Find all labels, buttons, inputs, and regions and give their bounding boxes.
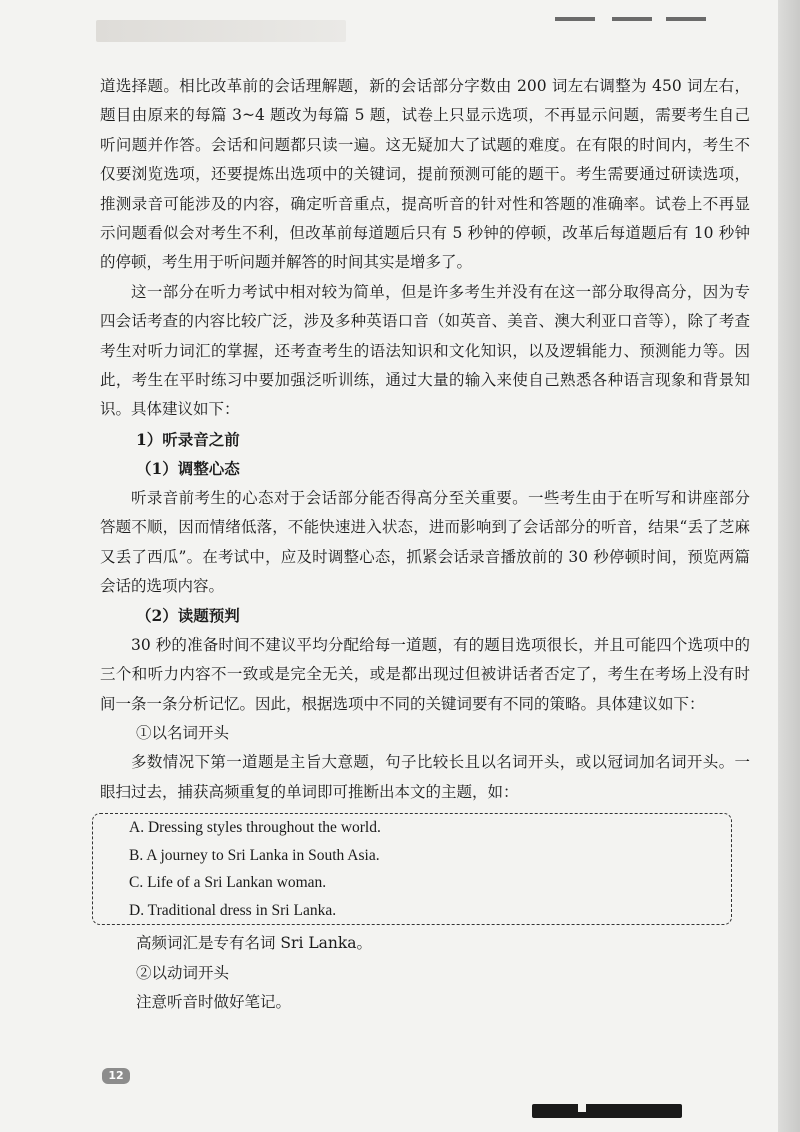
header-rule — [555, 17, 595, 21]
section-heading: 1）听录音之前 — [136, 429, 240, 449]
running-header-band — [96, 20, 346, 42]
option-c: C. Life of a Sri Lankan woman. — [129, 874, 327, 892]
page-number: 12 — [102, 1068, 130, 1084]
subsection-heading: （1）调整心态 — [136, 459, 240, 479]
point-heading: ①以名词开头 — [136, 723, 230, 742]
paragraph-keyword-note: 高频词汇是专有名词 Sri Lanka。 — [136, 934, 372, 953]
subsection-heading: （2）读题预判 — [136, 606, 240, 626]
option-b: B. A journey to Sri Lanka in South Asia. — [129, 846, 380, 864]
paragraph-continuation: 道选择题。相比改革前的会话理解题，新的会话部分字数由 200 词左右调整为 450 词左右，题目由原来的每篇 3~4 题改为每篇 5 题，试卷上只显示选项，不再显示问题，需要考生自己听问题并作答。会话和问题都只读一遍。这无疑加大了试题的难度。在有限的时间内，考生不仅要浏览选项，还要提炼出选项中的关键词，提前预测可能的题干。考生需要通过研读选项，推测录音可能涉及的内容，确定听音重点，提高听音的针对性和答题的准确率。试卷上不再显示问题看似会对考生不利，但改革前每道题后只有 5 秒钟的停顿，改革后每道题后有 10 秒钟的停顿，考生用于听问题并解答的时间其实是增多了。 — [100, 77, 750, 272]
option-a: A. Dressing styles throughout the world. — [129, 819, 381, 837]
header-rule — [666, 17, 706, 21]
paragraph-mindset: 听录音前考生的心态对于会话部分能否得高分至关重要。一些考生由于在听写和讲座部分答题不顺，因而情绪低落，不能快速进入状态，进而影响到了会话部分的听音，结果“丢了芝麻又丢了西瓜”。在考试中，应及时调整心态，抓紧会话录音播放前的 30 秒停顿时间，预览两篇会话的选项内容。 — [100, 488, 750, 595]
header-rule — [612, 17, 652, 21]
page-content — [100, 72, 750, 1017]
paragraph-noun-start: 多数情况下第一道题是主旨大意题，句子比较长且以名词开头，或以冠词加名词开头。一眼扫过去，捕获高频重复的单词即可推断出本文的主题，如： — [100, 753, 750, 801]
example-options-box — [92, 813, 732, 925]
paragraph-prediction: 30 秒的准备时间不建议平均分配给每一道题，有的题目选项很长，并且可能四个选项中的三个和听力内容不一致或是完全无关，或是都出现过但被讲话者否定了，考生在考场上没有时间一条一条分析记忆。因此，根据选项中不同的关键词要有不同的策略。具体建议如下： — [100, 635, 750, 713]
option-d: D. Traditional dress in Sri Lanka. — [129, 901, 337, 919]
paragraph-note-taking: 注意听音时做好笔记。 — [136, 992, 292, 1011]
point-heading: ②以动词开头 — [136, 963, 230, 982]
page-edge-shadow — [778, 0, 800, 1132]
paragraph-overview: 这一部分在听力考试中相对较为简单，但是许多考生并没有在这一部分取得高分，因为专四会话考查的内容比较广泛，涉及多种英语口音（如英音、美音、澳大利亚口音等），除了考查考生对听力词汇的掌握，还考查考生的语法知识和文化知识，以及逻辑能力、预测能力等。因此，考生在平时练习中要加强泛听训练，通过大量的输入来使自己熟悉各种语言现象和背景知识。具体建议如下： — [100, 282, 750, 419]
footer-mark — [532, 1104, 682, 1118]
